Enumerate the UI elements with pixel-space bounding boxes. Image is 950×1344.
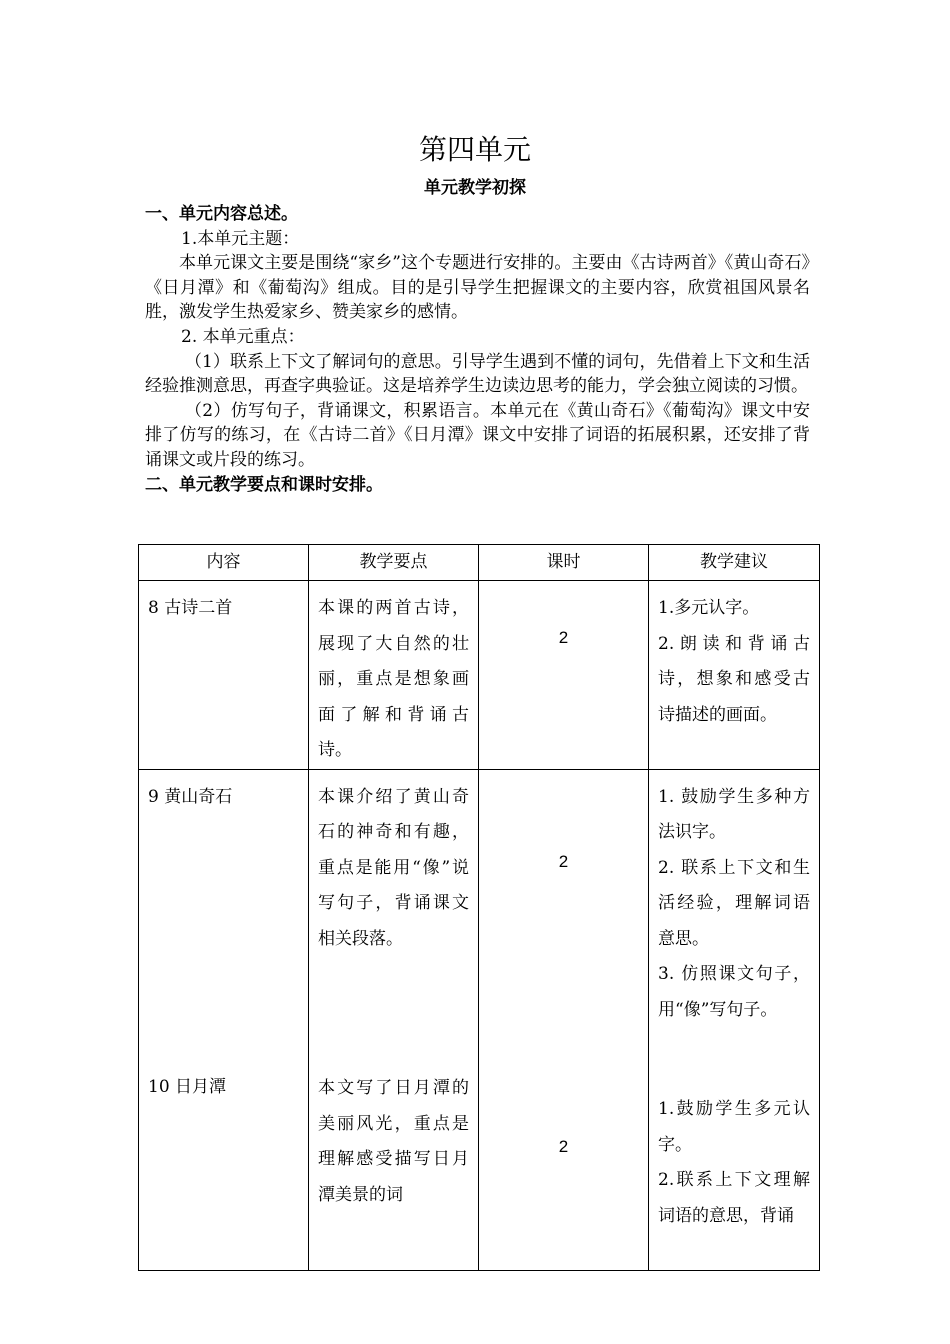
header-content: 内容 bbox=[139, 545, 309, 581]
unit-overview bbox=[145, 202, 810, 497]
lesson-title: 10 日月潭 bbox=[148, 1077, 227, 1097]
lesson-suggestions bbox=[649, 1082, 819, 1234]
key-point-1: （1）联系上下文了解词句的意思。引导学生遇到不懂的词句，先借着上下文和生活经验推测意思，再查字典验证。这是培养学生边读边思考的能力，学会独立阅读的习惯。 bbox=[145, 351, 810, 397]
page-title: 第四单元 bbox=[418, 133, 531, 166]
header-hours: 课时 bbox=[479, 545, 649, 581]
lesson-points: 本课的两首古诗，展现了大自然的壮丽，重点是想象画面了解和背诵古诗。 bbox=[318, 598, 469, 760]
suggestion-item: 2.联系上下文理解词语的意思，背诵 bbox=[658, 1170, 810, 1226]
item1-label: 1.本单元主题： bbox=[181, 228, 300, 249]
page-subtitle: 单元教学初探 bbox=[424, 178, 526, 198]
item1-text: 本单元课文主要是围绕“家乡”这个专题进行安排的。主要由《古诗两首》《黄山奇石》《日月潭》和《葡萄沟》组成。目的是引导学生把握课文的主要内容，欣赏祖国风景名胜，激发学生热爱家乡、赞美家乡的感情。 bbox=[145, 253, 810, 323]
suggestion-item: 1. 鼓励学生多种方法识字。 bbox=[658, 786, 810, 842]
suggestion-item: 2.朗读和背诵古诗，想象和感受古诗描述的画面。 bbox=[658, 633, 810, 725]
suggestion-item: 2. 联系上下文和生活经验，理解词语意思。 bbox=[658, 857, 810, 949]
suggestion-item: 1.鼓励学生多元认字。 bbox=[658, 1099, 810, 1155]
lesson-plan-table bbox=[138, 544, 820, 1271]
suggestion-item: 3. 仿照课文句子，用“像”写句子。 bbox=[658, 964, 810, 1020]
lesson-suggestions bbox=[649, 581, 819, 733]
lesson-suggestions bbox=[649, 770, 819, 1029]
table-header-row bbox=[139, 545, 820, 581]
key-point-2: （2）仿写句子，背诵课文，积累语言。本单元在《黄山奇石》《葡萄沟》课文中安排了仿写的练习，在《古诗二首》《日月潭》课文中安排了词语的拓展积累，还安排了背诵课文或片段的练习。 bbox=[145, 400, 810, 470]
table-row bbox=[139, 769, 820, 1270]
lesson-hours: 2 bbox=[558, 628, 569, 647]
lesson-title: 8 古诗二首 bbox=[148, 598, 233, 618]
lesson-title: 9 黄山奇石 bbox=[148, 786, 233, 807]
lesson-hours: 2 bbox=[558, 1137, 569, 1156]
table-row bbox=[139, 581, 820, 770]
lesson-hours: 2 bbox=[558, 851, 569, 871]
suggestion-item: 1.多元认字。 bbox=[658, 598, 760, 618]
section1-heading: 一、单元内容总述。 bbox=[145, 204, 298, 224]
lesson-points: 本课介绍了黄山奇石的神奇和有趣，重点是能用“像”说写句子，背诵课文相关段落。 bbox=[318, 786, 469, 949]
item2-label: 2. 本单元重点： bbox=[181, 326, 305, 347]
section2-heading: 二、单元教学要点和课时安排。 bbox=[145, 474, 383, 495]
lesson-points: 本文写了日月潭的美丽风光，重点是理解感受描写日月潭美景的词 bbox=[318, 1078, 469, 1205]
header-suggestions: 教学建议 bbox=[649, 545, 820, 581]
header-points: 教学要点 bbox=[309, 545, 479, 581]
